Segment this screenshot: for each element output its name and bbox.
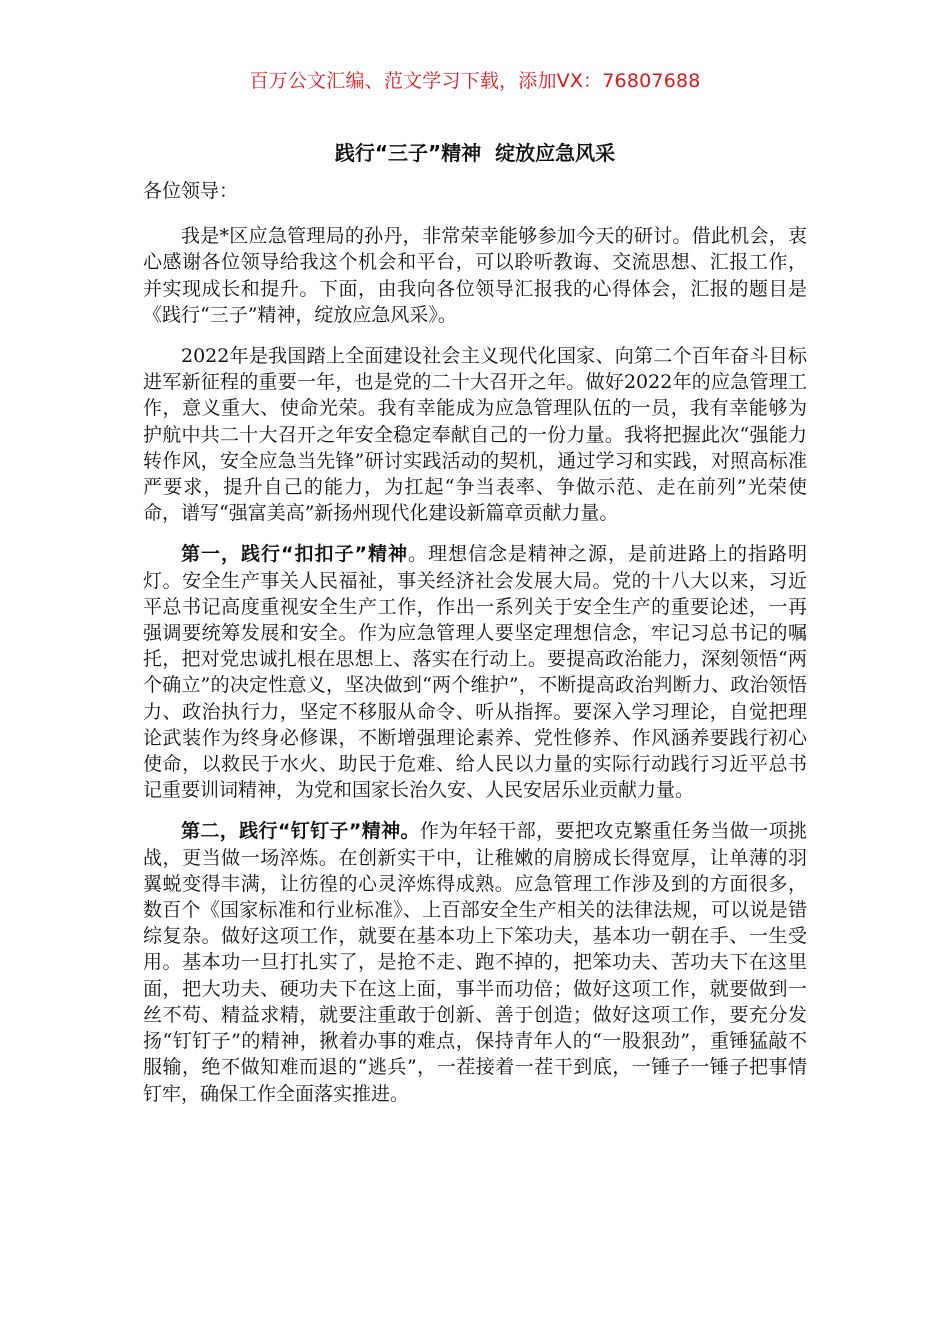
paragraph-first-point bbox=[143, 541, 807, 803]
paragraph-text: 我是*区应急管理局的孙丹，非常荣幸能够参加今天的研讨。借此机会，衷心感谢各位领导给我这个机会和平台，可以聆听教诲、交流思想、汇报工作，并实现成长和提升。下面，由我向各位领导汇报我的心得体会，汇报的题目是《践行“三子”精神，绽放应急风采》。 bbox=[143, 225, 807, 326]
document-title: 践行“三子”精神 绽放应急风采 bbox=[334, 141, 616, 165]
salutation: 各位领导： bbox=[143, 180, 239, 202]
paragraph-lead-heading: 第一，践行“扣扣子”精神 bbox=[181, 543, 408, 566]
paragraph-background bbox=[143, 343, 807, 526]
paragraph-intro bbox=[143, 223, 807, 328]
paragraph-text: 2022年是我国踏上全面建设社会主义现代化国家、向第二个百年奋斗目标进军新征程的重要一年，也是党的二十大召开之年。做好2022年的应急管理工作，意义重大、使命光荣。我有幸能成为应急管理队伍的一员，我有幸能够为护航中共二十大召开之年安全稳定奉献自己的一份力量。我将把握此次“强能力转作风，安全应急当先锋”研讨实践活动的契机，通过学习和实践，对照高标准严要求，提升自己的能力，为扛起“争当表率、争做示范、走在前列”光荣使命，谱写“强富美高”新扬州现代化建设新篇章贡献力量。 bbox=[143, 345, 807, 525]
paragraph-text: 。理想信念是精神之源，是前进路上的指路明灯。安全生产事关人民福祉，事关经济社会发展大局。党的十八大以来，习近平总书记高度重视安全生产工作，作出一系列关于安全生产的重要论述，一再强调要统筹发展和安全。作为应急管理人要坚定理想信念，牢记习总书记的嘱托，把对党忠诚扎根在思想上、落实在行动上。要提高政治能力，深刻领悟“两个确立”的决定性意义，坚决做到“两个维护”，不断提高政治判断力、政治领悟力、政治执行力，坚定不移服从命令、听从指挥。要深入学习理论，自觉把理论武装作为终身必修课，不断增强理论素养、党性修养、作风涵养要践行初心使命，以救民于水火、助民于危难、给人民以力量的实际行动践行习近平总书记重要训词精神，为党和国家长治久安、人民安居乐业贡献力量。 bbox=[143, 543, 807, 802]
download-notice-header: 百万公文汇编、范文学习下载，添加VX：76807688 bbox=[249, 70, 701, 92]
document-body bbox=[143, 178, 807, 1122]
paragraph-text: 作为年轻干部，要把攻克繁重任务当做一项挑战，更当做一场淬炼。在创新实干中，让稚嫩的肩膀成长得宽厚，让单薄的羽翼蜕变得丰满，让彷徨的心灵淬炼得成熟。应急管理工作涉及到的方面很多，数百个《国家标准和行业标准》、上百部安全生产相关的法律法规，可以说是错综复杂。做好这项工作，就要在基本功上下笨功夫，基本功一朝在手、一生受用。基本功一旦打扎实了，是抢不走、跑不掉的，把笨功夫、苦功夫下在这里面，把大功夫、硬功夫下在这上面，事半而功倍；做好这项工作，就要做到一丝不苟、精益求精，就要注重敢于创新、善于创造；做好这项工作，要充分发扬“钉钉子”的精神，揪着办事的难点，保持青年人的“一股狠劲”，重锤猛敲不服输，绝不做知难而退的“逃兵”，一茬接着一茬干到底，一锤子一锤子把事情钉牢，确保工作全面落实推进。 bbox=[143, 820, 807, 1105]
paragraph-lead-heading: 第二，践行“钉钉子”精神。 bbox=[181, 820, 420, 843]
paragraph-second-point bbox=[143, 818, 807, 1106]
